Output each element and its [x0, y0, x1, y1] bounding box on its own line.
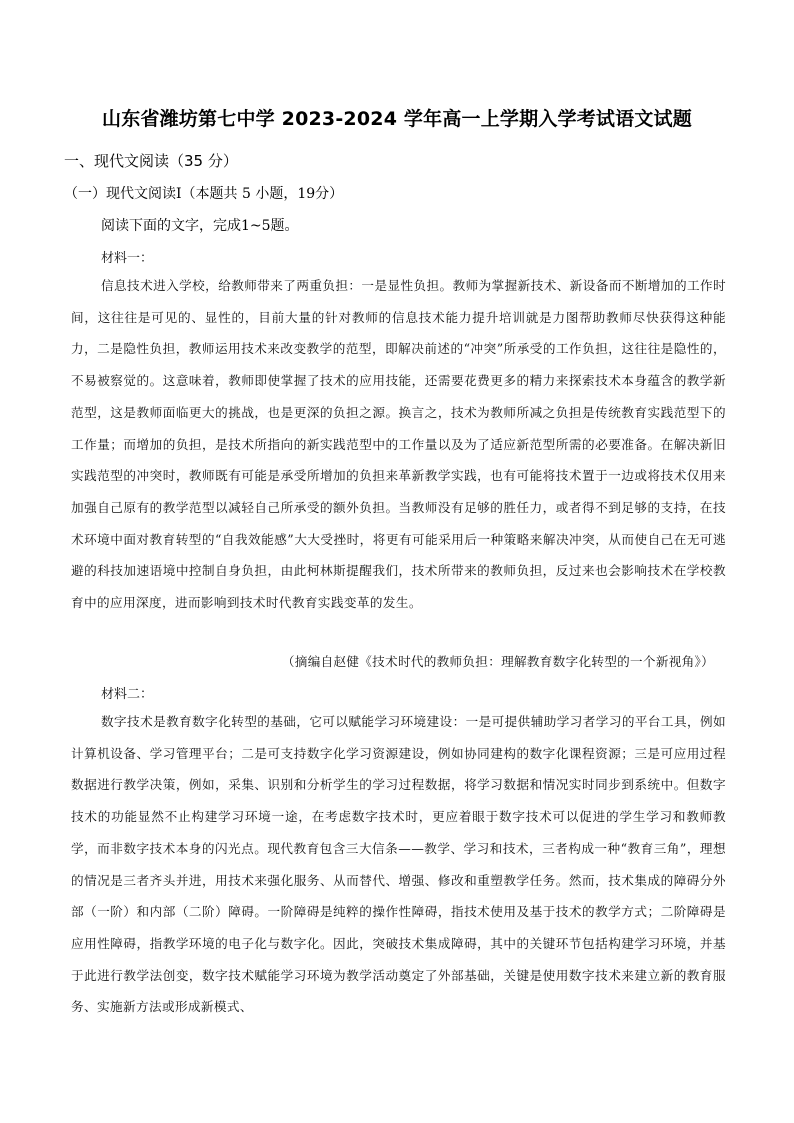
material-one-label: 材料一： [101, 251, 154, 266]
material-one-source: （摘编自赵健《技术时代的教师负担：理解教育数字化转型的一个新视角》） [281, 654, 714, 669]
section-heading: 一、现代文阅读（35 分） [64, 152, 238, 170]
reading-instruction: 阅读下面的文字，完成1~5题。 [101, 218, 299, 234]
material-two-text: 数字技术是教育数字化转型的基础，它可以赋能学习环境建设：一是可提供辅助学习者学习的平台工具，例如计算机设备、学习管理平台；二是可支持数字化学习资源建设，例如协同建构的数字化课程资源；三是可应用过程数据进行教学决策，例如，采集、识别和分析学生的学习过程数据，将学习数据和情况实时同步到系统中。但数字技术的功能显然不止构建学习环境一途，在考虑数字技术时，更应着眼于数字技术可以促进的学生学习和教师教学，而非数字技术本身的闪光点。现代教育包含三大信条——教学、学习和技术，三者构成一种“教育三角”，理想的情况是三者齐头并进，用技术来强化服务、从而替代、增强、修改和重塑教学任务。然而，技术集成的障碍分外部（一阶）和内部（二阶）障碍。一阶障碍是纯粹的操作性障碍，指技术使用及基于技术的教学方式；二阶障碍是应用性障碍，指教学环境的电子化与数字化。因此，突破技术集成障碍，其中的关键环节包括构建学习环境，并基于此进行教学法创变，数字技术赋能学习环境为教学活动奠定了外部基础，关键是使用数字技术来建立新的教育服务、实施新方法或形成新模式、 [71, 714, 726, 1015]
material-two-label: 材料二： [101, 687, 154, 702]
exam-title: 山东省潍坊第七中学 2023-2024 学年高一上学期入学考试语文试题 [102, 108, 692, 130]
material-one-text: 信息技术进入学校，给教师带来了两重负担：一是显性负担。教师为掌握新技术、新设备而不断增加的工作时间，这往往是可见的、显性的，目前大量的针对教师的信息技术能力提升培训就是力图帮助教师尽快获得这种能力，二是隐性负担，教师运用技术来改变教学的范型，即解决前述的“冲突”所承受的工作负担，这往往是隐性的，不易被察觉的。这意味着，教师即使掌握了技术的应用技能，还需要花费更多的精力来探索技术本身蕴含的教学新范型，这是教师面临更大的挑战，也是更深的负担之源。换言之，技术为教师所减之负担是传统教育实践范型下的工作量；而增加的负担，是技术所指向的新实践范型中的工作量以及为了适应新范型所需的必要准备。在解决新旧实践范型的冲突时，教师既有可能是承受所增加的负担来革新教学实践，也有可能将技术置于一边或将技术仅用来加强自己原有的教学范型以减轻自己所承受的额外负担。当教师没有足够的胜任力，或者得不到足够的支持，在技术环境中面对教育转型的“自我效能感”大大受挫时，将更有可能采用后一种策略来解决冲突，从而使自己在无可逃避的科技加速语境中控制自身负担，由此柯林斯提醒我们，技术所带来的教师负担，反过来也会影响技术在学校教育中的应用深度，进而影响到技术时代教育实践变革的发生。 [71, 278, 726, 611]
part-heading: （一）现代文阅读Ⅰ（本题共 5 小题，19分） [64, 186, 344, 202]
